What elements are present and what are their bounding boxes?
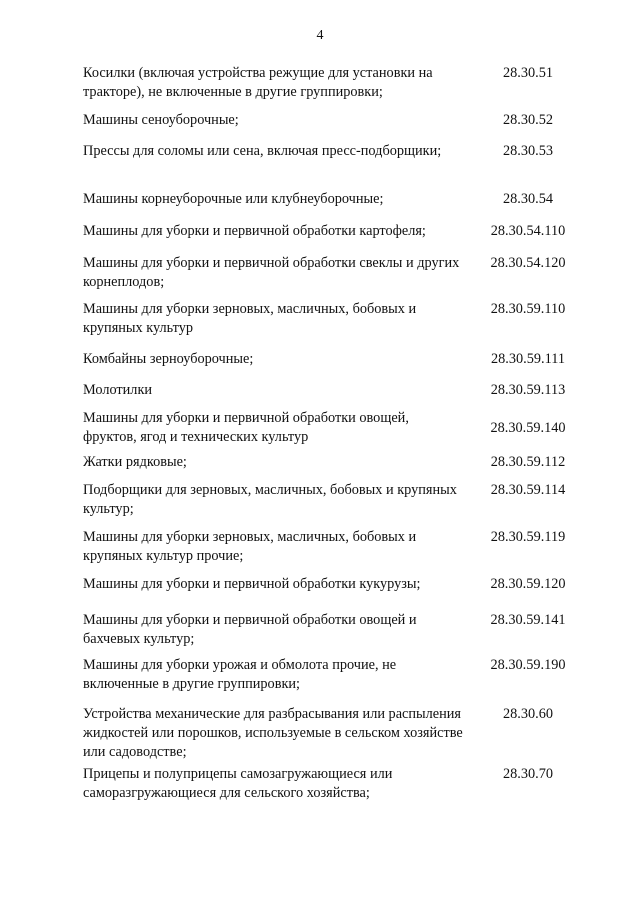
item-code: 28.30.60 xyxy=(502,706,554,722)
item-name: Машины для уборки и первичной обработки картофеля; xyxy=(83,223,426,239)
item-code: 28.30.59.190 xyxy=(490,657,566,673)
item-name: Машины корнеуборочные или клубнеуборочные; xyxy=(83,191,384,207)
item-name: Машины для уборки и первичной обработки свеклы и других корнеплодов; xyxy=(83,255,460,290)
item-name: Жатки рядковые; xyxy=(83,454,187,470)
item-code: 28.30.59.111 xyxy=(491,351,565,367)
item-name: Машины для уборки и первичной обработки кукурузы; xyxy=(83,576,421,592)
item-name: Косилки (включая устройства режущие для установки на тракторе), не включенные в другие группировки; xyxy=(83,65,433,100)
item-name: Прицепы и полуприцепы самозагружающиеся или саморазгружающиеся для сельского хозяйства; xyxy=(83,766,393,801)
item-name: Молотилки xyxy=(83,382,153,398)
item-code: 28.30.54.120 xyxy=(490,255,566,271)
item-code: 28.30.59.119 xyxy=(490,529,566,545)
item-code: 28.30.59.141 xyxy=(490,612,566,628)
item-code: 28.30.59.110 xyxy=(490,301,566,317)
item-name: Машины для уборки зерновых, масличных, бобовых и крупяных культур прочие; xyxy=(83,529,417,564)
item-code: 28.30.59.120 xyxy=(490,576,566,592)
item-name: Устройства механические для разбрасывания или распыления жидкостей или порошков, используемые в сельском хозяйстве или садоводстве; xyxy=(83,706,463,760)
item-code: 28.30.54 xyxy=(502,191,554,207)
item-name: Машины для уборки урожая и обмолота прочие, не включенные в другие группировки; xyxy=(83,657,397,692)
item-name: Комбайны зерноуборочные; xyxy=(83,351,254,367)
item-code: 28.30.53 xyxy=(502,143,554,159)
item-code: 28.30.59.140 xyxy=(490,420,566,436)
item-name: Машины для уборки и первичной обработки овощей и бахчевых культур; xyxy=(83,612,417,647)
page-number: 4 xyxy=(316,28,324,43)
item-name: Машины сеноуборочные; xyxy=(83,112,239,128)
item-code: 28.30.54.110 xyxy=(490,223,566,239)
item-name: Прессы для соломы или сена, включая пресс-подборщики; xyxy=(83,143,442,159)
item-name: Машины для уборки зерновых, масличных, бобовых и крупяных культур xyxy=(83,301,417,336)
item-code: 28.30.70 xyxy=(502,766,554,782)
item-code: 28.30.59.114 xyxy=(490,482,566,498)
item-code: 28.30.59.112 xyxy=(490,454,566,470)
item-code: 28.30.51 xyxy=(502,65,554,81)
item-code: 28.30.52 xyxy=(502,112,554,128)
item-name: Подборщики для зерновых, масличных, бобовых и крупяных культур; xyxy=(83,482,457,517)
item-code: 28.30.59.113 xyxy=(490,382,566,398)
item-name: Машины для уборки и первичной обработки овощей, фруктов, ягод и технических культур xyxy=(83,410,409,445)
